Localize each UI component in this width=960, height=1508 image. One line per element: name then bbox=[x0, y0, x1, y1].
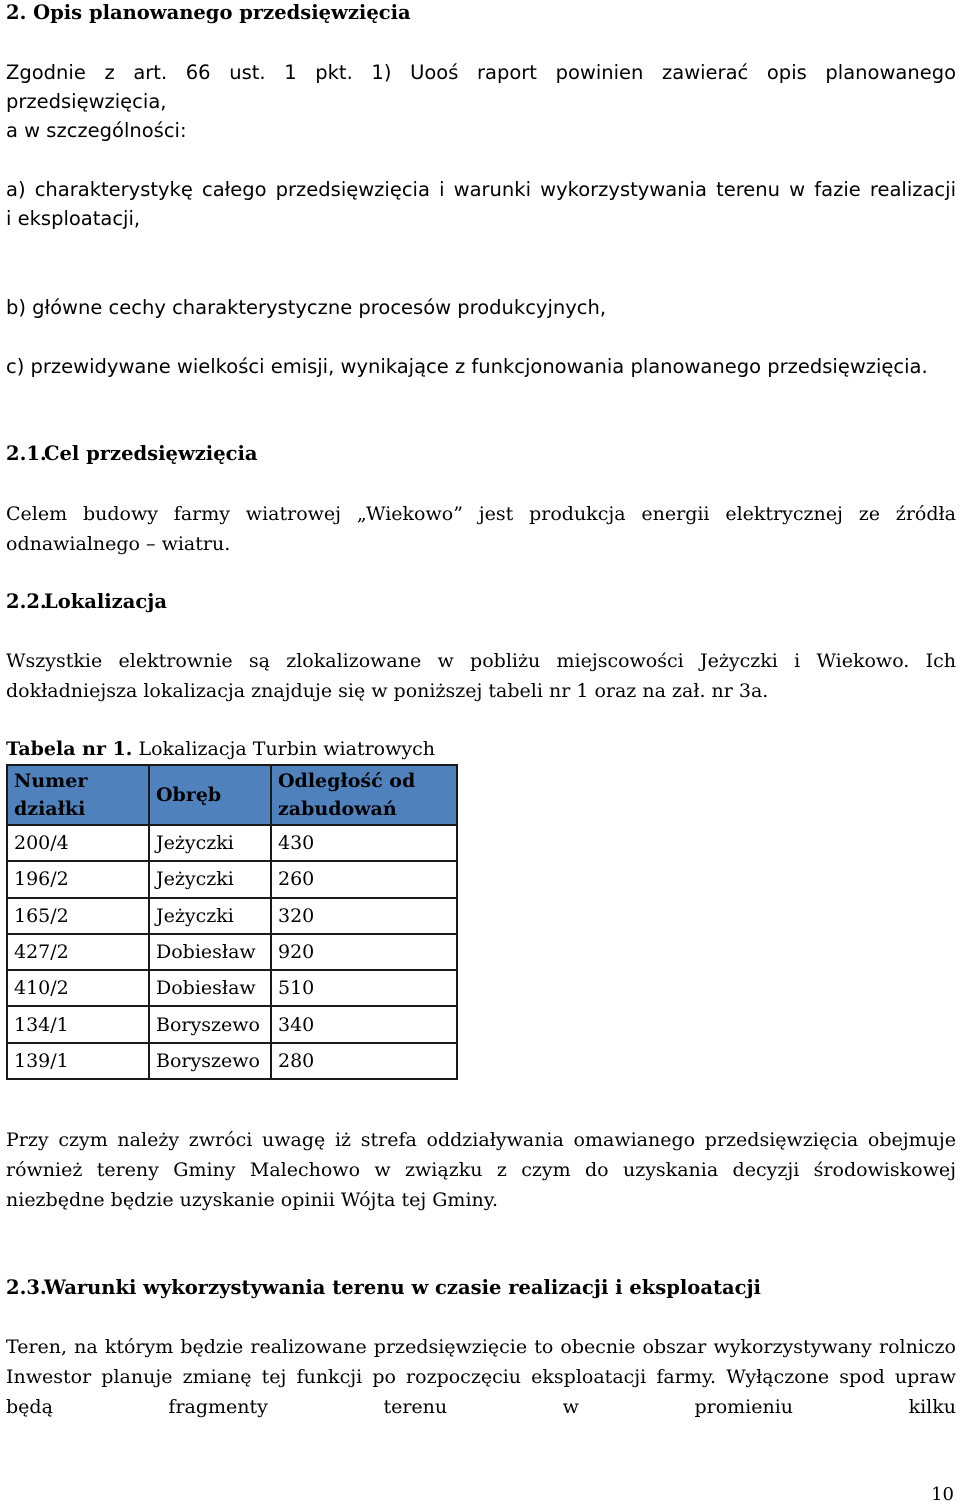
section-2-1-heading bbox=[6, 439, 956, 469]
cell-plot-number: 427/2 bbox=[7, 934, 149, 970]
section-2-2-title: Lokalizacja bbox=[44, 590, 167, 613]
intro-paragraph bbox=[6, 58, 956, 145]
item-a-line-1: a) charakterystykę całego przedsięwzięcia i warunki wykorzystywania terenu w fazie realizacji bbox=[6, 178, 956, 201]
intro-line-2: a w szczególności: bbox=[6, 119, 187, 142]
section-2-1-number: 2.1. bbox=[6, 442, 47, 465]
table-row bbox=[7, 898, 457, 934]
cell-precinct: Jeżyczki bbox=[149, 825, 271, 861]
section-2-3-heading bbox=[6, 1273, 956, 1303]
cell-precinct: Boryszewo bbox=[149, 1006, 271, 1042]
cell-precinct: Boryszewo bbox=[149, 1043, 271, 1079]
item-a-line-2: i eksploatacji, bbox=[6, 207, 141, 230]
page-number: 10 bbox=[931, 1484, 954, 1505]
table-row bbox=[7, 1006, 457, 1042]
cell-precinct: Jeżyczki bbox=[149, 898, 271, 934]
table-row bbox=[7, 861, 457, 897]
cell-distance: 260 bbox=[271, 861, 457, 897]
column-header-plot-number: Numer działki bbox=[7, 765, 149, 825]
table-caption-label: Tabela nr 1. bbox=[6, 738, 133, 760]
cell-plot-number: 196/2 bbox=[7, 861, 149, 897]
cell-plot-number: 165/2 bbox=[7, 898, 149, 934]
cell-distance: 340 bbox=[271, 1006, 457, 1042]
section-2-2-body: Wszystkie elektrownie są zlokalizowane w pobliżu miejscowości Jeżyczki i Wiekowo. Ich dokładniejsza lokalizacja znajduje się w poniższej tabeli nr 1 oraz na zał. nr 3a. bbox=[6, 650, 956, 702]
column-header-distance: Odległość od zabudowań bbox=[271, 765, 457, 825]
table-row bbox=[7, 934, 457, 970]
cell-distance: 510 bbox=[271, 970, 457, 1006]
item-b: b) główne cechy charakterystyczne procesów produkcyjnych, bbox=[6, 296, 607, 319]
intro-line-1: Zgodnie z art. 66 ust. 1 pkt. 1) Uooś raport powinien zawierać opis planowanego przedsięwzięcia, bbox=[6, 61, 956, 113]
cell-precinct: Dobiesław bbox=[149, 970, 271, 1006]
table-header-row bbox=[7, 765, 457, 825]
item-c: c) przewidywane wielkości emisji, wynikające z funkcjonowania planowanego przedsięwzięcia. bbox=[6, 355, 928, 378]
table-row bbox=[7, 825, 457, 861]
cell-plot-number: 134/1 bbox=[7, 1006, 149, 1042]
location-table bbox=[6, 764, 458, 1080]
column-header-precinct: Obręb bbox=[149, 765, 271, 825]
cell-distance: 280 bbox=[271, 1043, 457, 1079]
table-caption bbox=[6, 734, 956, 764]
section-2-3-body: Teren, na którym będzie realizowane przedsięwzięcie to obecnie obszar wykorzystywany rolniczo Inwestor planuje zmianę tej funkcji po rozpoczęciu eksploatacji farmy. Wyłączone spod upraw będą fragmenty terenu w promieniu kilku bbox=[6, 1336, 956, 1418]
impact-zone-note: Przy czym należy zwróci uwagę iż strefa oddziaływania omawianego przedsięwzięcia obejmuje również tereny Gminy Malechowo w związku z czym do uzyskania decyzji środowiskowej niezbędne będzie uzyskanie opinii Wójta tej Gminy. bbox=[6, 1129, 956, 1211]
section-2-2-number: 2.2. bbox=[6, 590, 47, 613]
section-2-3-number: 2.3. bbox=[6, 1276, 47, 1299]
cell-precinct: Dobiesław bbox=[149, 934, 271, 970]
section-2-3-title: Warunki wykorzystywania terenu w czasie realizacji i eksploatacji bbox=[44, 1276, 761, 1299]
cell-plot-number: 139/1 bbox=[7, 1043, 149, 1079]
cell-plot-number: 410/2 bbox=[7, 970, 149, 1006]
cell-plot-number: 200/4 bbox=[7, 825, 149, 861]
table-row bbox=[7, 1043, 457, 1079]
cell-distance: 320 bbox=[271, 898, 457, 934]
section-2-2-heading bbox=[6, 587, 956, 617]
item-a bbox=[6, 175, 956, 233]
table-caption-text: Lokalizacja Turbin wiatrowych bbox=[132, 738, 435, 760]
cell-distance: 920 bbox=[271, 934, 457, 970]
table-row bbox=[7, 970, 457, 1006]
section-2-1-title: Cel przedsięwzięcia bbox=[44, 442, 258, 465]
cell-precinct: Jeżyczki bbox=[149, 861, 271, 897]
section-2-heading: 2. Opis planowanego przedsięwzięcia bbox=[6, 1, 411, 24]
cell-distance: 430 bbox=[271, 825, 457, 861]
section-2-1-body: Celem budowy farmy wiatrowej „Wiekowo” jest produkcja energii elektrycznej ze źródła odnawialnego – wiatru. bbox=[6, 503, 956, 555]
